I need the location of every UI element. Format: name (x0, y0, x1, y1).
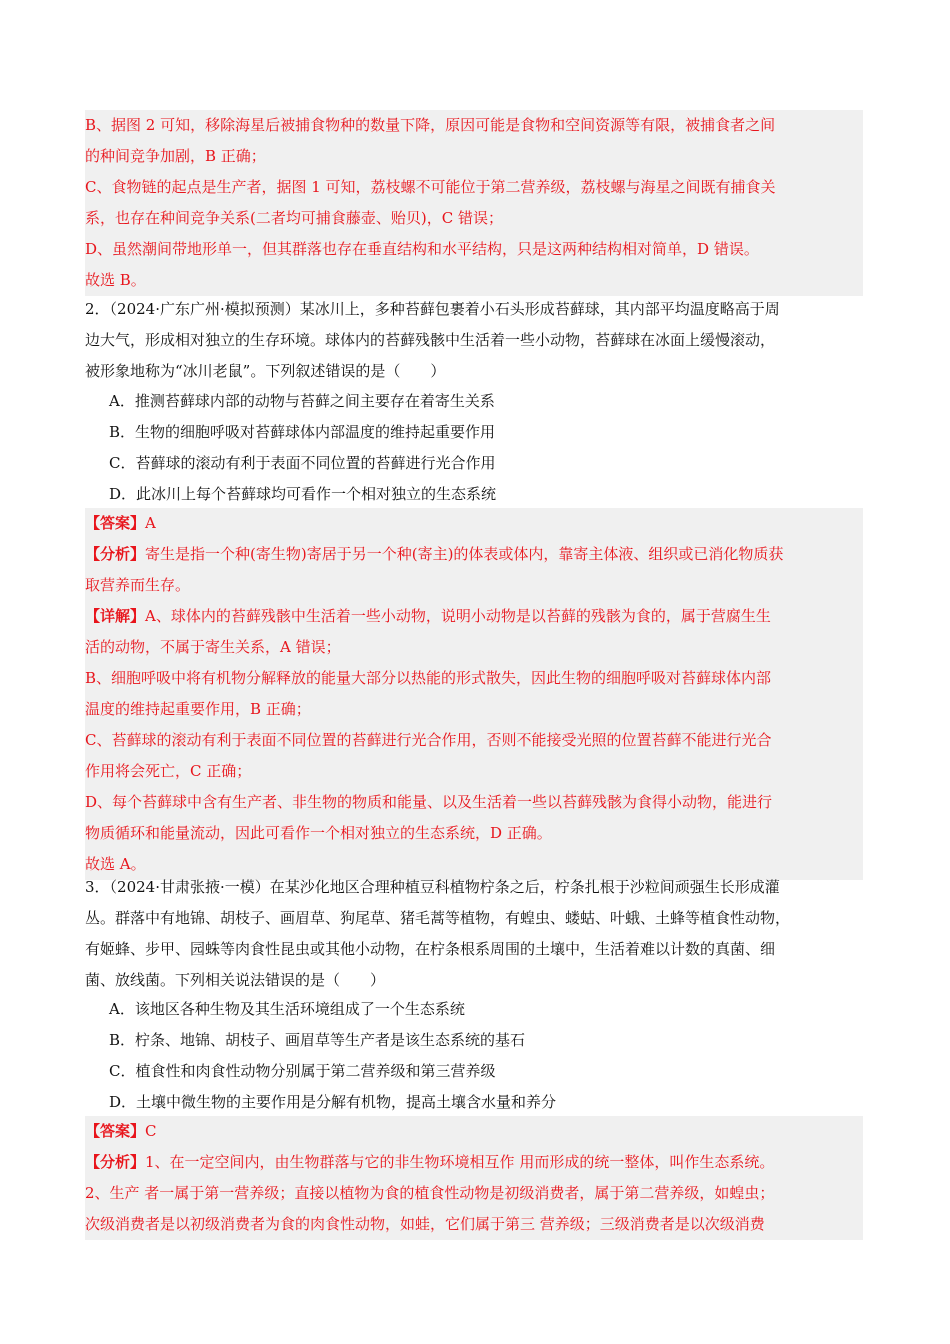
q2-answer (85, 508, 863, 539)
q2-analysis (85, 539, 863, 570)
q1-line: B、据图 2 可知，移除海星后被捕食物种的数量下降，原因可能是食物和空间资源等有限，被捕食者之间 (85, 116, 776, 134)
detail-tag: 【详解】 (85, 607, 146, 625)
q3-option-d: D．土壤中微生物的主要作用是分解有机物，提高土壤含水量和养分 (109, 1093, 557, 1111)
q3-option-c: C．植食性和肉食性动物分别属于第二营养级和第三营养级 (109, 1062, 496, 1080)
q1-line: 系，也存在种间竞争关系(二者均可捕食藤壶、贻贝)，C 错误； (85, 209, 503, 227)
q3-stem-line: 3．（2024·甘肃张掖·一模）在某沙化地区合理种植豆科植物柠条之后，柠条扎根于沙粒间顽强生长形成灌 (85, 878, 780, 896)
q3-analysis-line: 次级消费者是以初级消费者为食的肉食性动物，如蛙，它们属于第三 营养级；三级消费者是以次级消费 (85, 1215, 765, 1233)
q3-stem-line: 丛。群落中有地锦、胡枝子、画眉草、狗尾草、猪毛蒿等植物，有蝗虫、蝼蛄、叶蛾、土蜂等植食性动物， (85, 909, 791, 927)
analysis-tag: 【分析】 (85, 545, 146, 563)
q2-stem-line: 2．（2024·广东广州·模拟预测）某冰川上，多种苔藓包裹着小石头形成苔藓球，其内部平均温度略高于周 (85, 300, 780, 318)
q2-option-c: C．苔藓球的滚动有利于表面不同位置的苔藓进行光合作用 (109, 454, 496, 472)
q2-detail-line: 活的动物，不属于寄生关系，A 错误； (85, 638, 341, 656)
q2-option-a: A．推测苔藓球内部的动物与苔藓之间主要存在着寄生关系 (109, 392, 495, 410)
q3-options (85, 994, 863, 1118)
q3-solution (85, 1116, 863, 1240)
q2-option-b: B．生物的细胞呼吸对苔藓球体内部温度的维持起重要作用 (109, 423, 496, 441)
detail-text: A、球体内的苔藓残骸中生活着一些小动物，说明小动物是以苔藓的残骸为食的，属于营腐生生 (145, 607, 771, 625)
q2-detail-line: D、每个苔藓球中含有生产者、非生物的物质和能量、以及生活着一些以苔藓残骸为食得小动物，能进行 (85, 793, 773, 811)
q2-detail-line: C、苔藓球的滚动有利于表面不同位置的苔藓进行光合作用，否则不能接受光照的位置苔藓不能进行光合 (85, 731, 772, 749)
analysis-tag: 【分析】 (85, 1153, 146, 1171)
q3-analysis (85, 1147, 863, 1178)
answer-tag: 【答案】 (85, 1122, 146, 1140)
q1-line: C、食物链的起点是生产者，据图 1 可知，荔枝螺不可能位于第二营养级，荔枝螺与海星之间既有捕食关 (85, 178, 776, 196)
q3-stem-line: 有姬蜂、步甲、园蛛等肉食性昆虫或其他小动物，在柠条根系周围的土壤中，生活着难以计数的真菌、细 (85, 940, 776, 958)
answer-value: C (145, 1122, 157, 1140)
answer-tag: 【答案】 (85, 514, 146, 532)
q3-analysis-line: 2、生产 者一属于第一营养级；直接以植物为食的植食性动物是初级消费者，属于第二营养级，如蝗虫； (85, 1184, 775, 1202)
answer-value: A (145, 514, 156, 532)
q2-analysis-line: 取营养而生存。 (85, 576, 191, 594)
q1-line: D、虽然潮间带地形单一，但其群落也存在垂直结构和水平结构，只是这两种结构相对简单，D 错误。 (85, 240, 759, 258)
q2-stem-line: 边大气，形成相对独立的生存环境。球体内的苔藓残骸中生活着一些小动物，苔藓球在冰面上缓慢滚动， (85, 331, 776, 349)
q1-explanation (85, 110, 863, 296)
q3-option-b: B．柠条、地锦、胡枝子、画眉草等生产者是该生态系统的基石 (109, 1031, 526, 1049)
analysis-text: 1、在一定空间内，由生物群落与它的非生物环境相互作 用而形成的统一整体，叫作生态系统。 (145, 1153, 775, 1171)
q2-detail-line: B、细胞呼吸中将有机物分解释放的能量大部分以热能的形式散失，因此生物的细胞呼吸对苔藓球体内部 (85, 669, 772, 687)
q2-detail-line: 物质循环和能量流动，因此可看作一个相对独立的生态系统，D 正确。 (85, 824, 552, 842)
q2-detail-line: 作用将会死亡，C 正确； (85, 762, 252, 780)
q2-detail (85, 601, 863, 632)
q2-options (85, 386, 863, 510)
q2-detail-line: 故选 A。 (85, 855, 146, 873)
q3-stem (85, 872, 863, 996)
q3-stem-line: 菌、放线菌。下列相关说法错误的是（ ） (85, 971, 386, 989)
q2-detail-line: 温度的维持起重要作用，B 正确； (85, 700, 311, 718)
q2-stem-line: 被形象地称为“冰川老鼠”。下列叙述错误的是（ ） (85, 362, 446, 380)
q1-line: 故选 B。 (85, 271, 146, 289)
analysis-text: 寄生是指一个种(寄生物)寄居于另一个种(寄主)的体表或体内，靠寄主体液、组织或已消化物质获 (145, 545, 784, 563)
q3-answer (85, 1116, 863, 1147)
q2-solution (85, 508, 863, 880)
q2-stem (85, 294, 863, 387)
q1-line: 的种间竞争加剧，B 正确； (85, 147, 266, 165)
q2-option-d: D．此冰川上每个苔藓球均可看作一个相对独立的生态系统 (109, 485, 497, 503)
q3-option-a: A．该地区各种生物及其生活环境组成了一个生态系统 (109, 1000, 465, 1018)
